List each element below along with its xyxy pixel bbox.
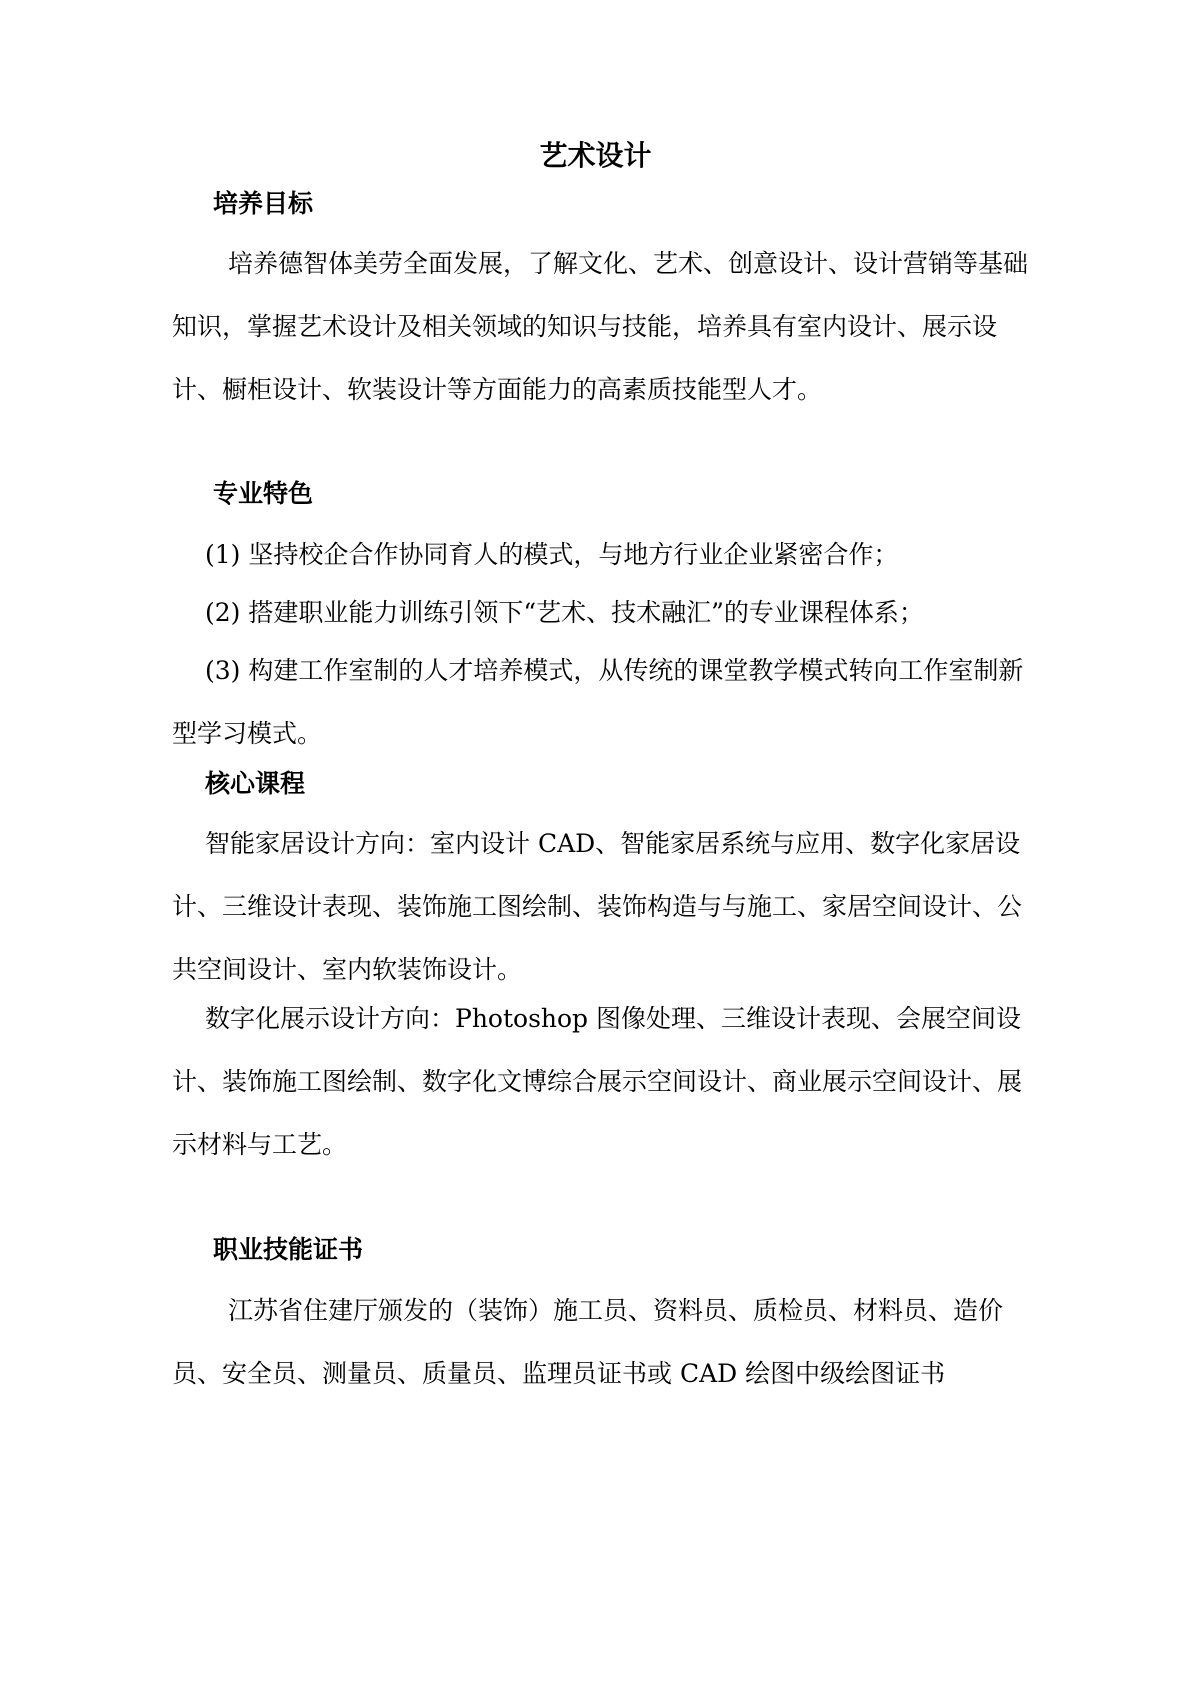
page-title: 艺术设计 [539,139,652,172]
feature-item-3 [172,639,1032,765]
heading-certificates: 职业技能证书 [213,1235,364,1264]
paragraph-certificates [172,1279,1032,1405]
digital-display-courses-text: 数字化展示设计方向：Photoshop 图像处理、三维设计表现、会展空间设计、装饰施工图绘制、数字化文博综合展示空间设计、商业展示空间设计、展示材料与工艺。 [172,1004,1023,1159]
heading-core-courses: 核心课程 [205,769,306,798]
feature-item-3-text: (3) 构建工作室制的人才培养模式，从传统的课堂教学模式转向工作室制新型学习模式。 [172,656,1024,748]
paragraph-training-goal [172,232,1032,421]
certificates-text: 江苏省住建厅颁发的（装饰）施工员、资料员、质检员、材料员、造价员、安全员、测量员、质量员、监理员证书或 CAD 绘图中级绘图证书 [172,1296,1004,1388]
paragraph-smart-home-courses [172,812,1032,1001]
paragraph-digital-display-courses [172,987,1032,1176]
training-goal-text: 培养德智体美劳全面发展，了解文化、艺术、创意设计、设计营销等基础知识，掌握艺术设计及相关领域的知识与技能，培养具有室内设计、展示设计、橱柜设计、软装设计等方面能力的高素质技能型人才。 [172,249,1029,404]
smart-home-courses-text: 智能家居设计方向：室内设计 CAD、智能家居系统与应用、数字化家居设计、三维设计表现、装饰施工图绘制、装饰构造与与施工、家居空间设计、公共空间设计、室内软装饰设计。 [172,829,1023,984]
heading-features: 专业特色 [213,479,314,508]
feature-item-1: (1) 坚持校企合作协同育人的模式，与地方行业企业紧密合作； [205,540,899,569]
feature-item-2: (2) 搭建职业能力训练引领下“艺术、技术融汇”的专业课程体系； [205,598,924,627]
heading-training-goal: 培养目标 [213,189,314,218]
